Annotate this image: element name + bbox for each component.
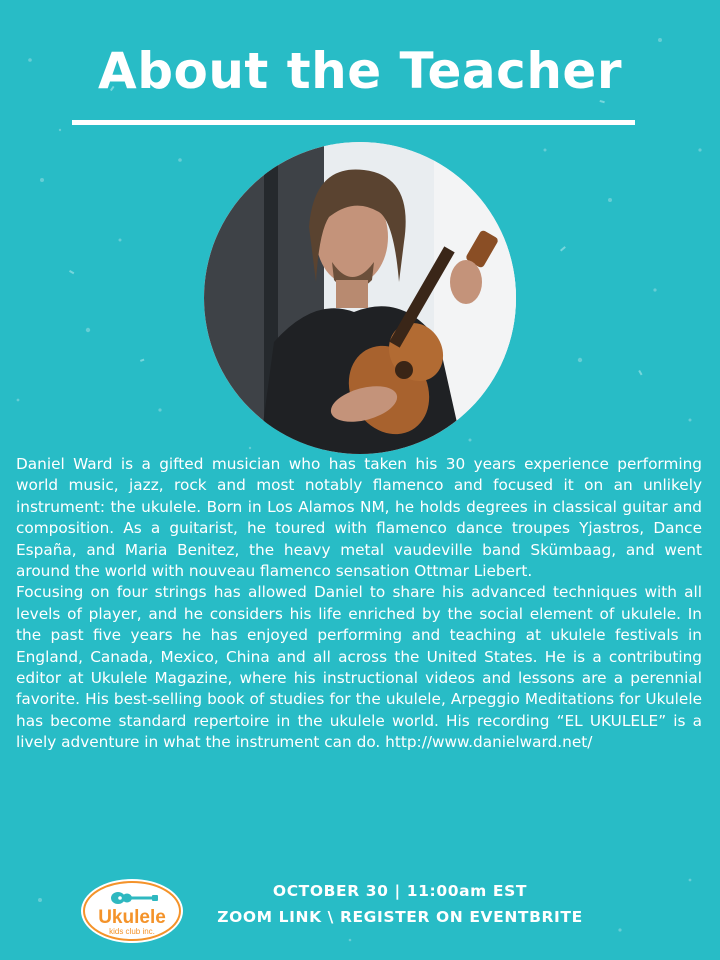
teacher-bio (16, 454, 702, 754)
logo-wordmark: Ukulele (98, 907, 166, 928)
link-separator: \ (321, 908, 340, 926)
event-date-time: OCTOBER 30 | 11:00am EST (272, 882, 528, 900)
zoom-link[interactable]: ZOOM LINK (217, 908, 322, 926)
logo-subtitle: kids club inc. (109, 927, 155, 936)
page-title: About the Teacher (98, 42, 622, 100)
teacher-photo (204, 142, 516, 454)
ukulele-kids-club-logo (80, 878, 184, 944)
event-info (190, 878, 610, 930)
event-links (190, 904, 610, 930)
bio-paragraph: Focusing on four strings has allowed Daniel to share his advanced techniques with all levels of player, and he considers his life enriched by the social element of ukulele. In the past five years he has enjoyed performing and teaching at ukulele festivals in England, Canada, Mexico, China and all across the United States. He is a contributing editor at Ukulele Magazine, where his instructional videos and lessons are a perennial favorite. His best-selling book of studies for the ukulele, Arpeggio Meditations for Ukulele has become standard repertoire in the ukulele world. His recording “EL UKULELE” is a lively adventure in what the instrument can do. http://www.danielward.net/ (16, 583, 702, 752)
bio-paragraph: Daniel Ward is a gifted musician who has taken his 30 years experience performing world music, jazz, rock and most notably flamenco and focused it on an unlikely instrument: the ukulele. Born in Los Alamos NM, he holds degrees in classical guitar and composition. As a guitarist, he toured with flamenco dance troupes Yjastros, Dance España, and Maria Benitez, the heavy metal vaudeville band Skümbaag, and went around the world with nouveau flamenco sensation Ottmar Liebert. (16, 455, 702, 581)
title-divider (72, 120, 635, 125)
register-eventbrite-link[interactable]: REGISTER ON EVENTBRITE (339, 908, 583, 926)
